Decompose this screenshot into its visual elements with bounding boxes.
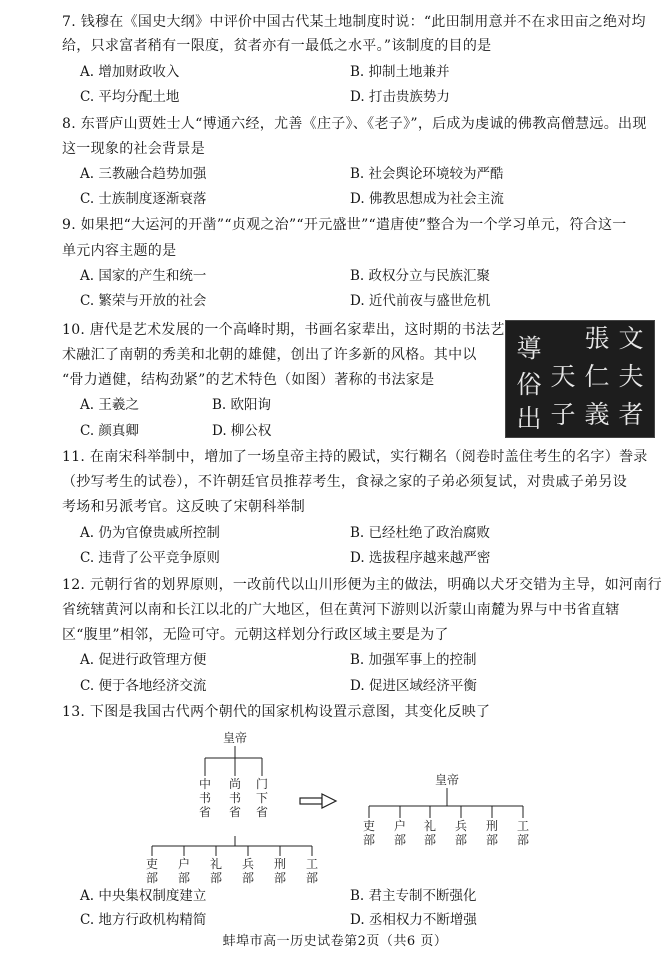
right-xingbu-label: 刑部 — [485, 819, 499, 847]
left-zhongshu-label: 中书省 — [198, 777, 212, 819]
q12-stem-line1: 12. 元朝行省的划界原则，一改前代以山川形便为主的做法，明确以犬牙交错为主导，如河南行 — [62, 577, 662, 593]
right-libu2-label: 礼部 — [423, 819, 437, 847]
calligraphy-image — [505, 320, 655, 438]
calligraphy-char: 張 — [584, 324, 610, 353]
q13-option-c[interactable]: C. 地方行政机构精简 — [80, 912, 207, 928]
q10-stem-line3: “骨力遒健，结构劲紧”的艺术特色（如图）著称的书法家是 — [62, 372, 435, 388]
q9-stem-line2: 单元内容主题的是 — [62, 243, 177, 259]
q8-stem-line1: 8. 东晋庐山贾姓士人“博通六经，尤善《庄子》、《老子》”，后成为虔诚的佛教高僧慧远。出现 — [62, 116, 647, 132]
q10-option-c[interactable]: C. 颜真卿 — [80, 423, 139, 439]
left-emperor-label: 皇帝 — [222, 731, 248, 745]
q10-stem-line2: 术融汇了南朝的秀美和北朝的雄健，创出了许多新的风格。其中以 — [62, 347, 477, 363]
q7-option-a[interactable]: A. 增加财政收入 — [80, 64, 180, 80]
q8-stem-line2: 这一现象的社会背景是 — [62, 141, 205, 157]
left-libu-label: 吏部 — [145, 857, 159, 885]
calligraphy-char: 義 — [584, 400, 610, 429]
calligraphy-char: 俗 — [516, 370, 542, 399]
calligraphy-char: 子 — [550, 400, 576, 429]
q12-option-d[interactable]: D. 促进区域经济平衡 — [350, 678, 477, 694]
page-footer: 蚌埠市高一历史试卷第2页（共6 页） — [222, 934, 448, 949]
q11-stem-line3: 考场和另派考官。这反映了宋朝科举制 — [62, 499, 306, 515]
q8-option-a[interactable]: A. 三教融合趋势加强 — [80, 166, 207, 182]
q11-option-b[interactable]: B. 已经杜绝了政治腐败 — [350, 525, 491, 541]
q13-option-a[interactable]: A. 中央集权制度建立 — [80, 888, 207, 904]
left-hubu-label: 户部 — [177, 857, 191, 885]
q10-option-a[interactable]: A. 王羲之 — [80, 397, 139, 413]
calligraphy-char: 者 — [618, 400, 644, 429]
q12-stem-line2: 省统辖黄河以南和长江以北的广大地区，但在黄河下游则以沂蒙山南麓为界与中书省直辖 — [62, 602, 620, 618]
left-menxia-label: 门下省 — [255, 777, 269, 819]
q11-option-c[interactable]: C. 违背了公平竞争原则 — [80, 550, 220, 566]
calligraphy-char: 導 — [516, 334, 542, 363]
q9-stem-line1: 9. 如果把“大运河的开凿”“贞观之治”“开元盛世”“遣唐使”整合为一个学习单元，符合这一 — [62, 217, 627, 233]
q10-option-d[interactable]: D. 柳公权 — [212, 423, 272, 439]
calligraphy-char: 出 — [516, 404, 542, 433]
q7-option-d[interactable]: D. 打击贵族势力 — [350, 89, 450, 105]
left-gongbu-label: 工部 — [305, 857, 319, 885]
q9-option-d[interactable]: D. 近代前夜与盛世危机 — [350, 293, 491, 309]
q11-option-a[interactable]: A. 仍为官僚贵戚所控制 — [80, 525, 220, 541]
q8-option-c[interactable]: C. 士族制度逐渐衰落 — [80, 191, 207, 207]
q11-stem-line1: 11. 在南宋科举制中，增加了一场皇帝主持的殿试，实行糊名（阅卷时盖住考生的名字）誊录 — [62, 449, 648, 465]
government-structure-diagram — [0, 726, 670, 896]
calligraphy-char: 夫 — [618, 362, 644, 391]
right-bingbu-label: 兵部 — [454, 819, 468, 847]
q7-stem-line2: 给，只求富者稍有一限度，贫者亦有一最低之水平。”该制度的目的是 — [62, 38, 492, 54]
left-bingbu-label: 兵部 — [241, 857, 255, 885]
q8-option-d[interactable]: D. 佛教思想成为社会主流 — [350, 191, 504, 207]
calligraphy-char: 仁 — [584, 362, 610, 391]
q13-option-b[interactable]: B. 君主专制不断强化 — [350, 888, 477, 904]
q8-option-b[interactable]: B. 社会舆论环境较为严酷 — [350, 166, 504, 182]
q9-option-c[interactable]: C. 繁荣与开放的社会 — [80, 293, 207, 309]
q9-option-a[interactable]: A. 国家的产生和统一 — [80, 268, 207, 284]
q13-stem-line1: 13. 下图是我国古代两个朝代的国家机构设置示意图，其变化反映了 — [62, 704, 491, 720]
right-gongbu-label: 工部 — [516, 819, 530, 847]
q11-stem-line2: （抄写考生的试卷），不许朝廷官员推荐考生，食禄之家的子弟必须复试，对贵戚子弟另设 — [62, 474, 627, 490]
q10-option-b[interactable]: B. 欧阳询 — [212, 397, 272, 413]
q12-stem-line3: 区“腹里”相邻，无险可守。元朝这样划分行政区域主要是为了 — [62, 627, 449, 643]
right-hubu-label: 户部 — [393, 819, 407, 847]
q12-option-a[interactable]: A. 促进行政管理方便 — [80, 652, 207, 668]
right-libu-label: 吏部 — [362, 819, 376, 847]
q12-option-c[interactable]: C. 便于各地经济交流 — [80, 678, 207, 694]
right-emperor-label: 皇帝 — [434, 773, 460, 787]
q7-option-c[interactable]: C. 平均分配土地 — [80, 89, 180, 105]
left-xingbu-label: 刑部 — [273, 857, 287, 885]
q11-option-d[interactable]: D. 选拔程序越来越严密 — [350, 550, 491, 566]
q12-option-b[interactable]: B. 加强军事上的控制 — [350, 652, 477, 668]
calligraphy-char: 天 — [550, 362, 576, 391]
calligraphy-char: 文 — [618, 324, 644, 353]
q7-stem-line1: 7. 钱穆在《国史大纲》中评价中国古代某土地制度时说：“此田制用意并不在求田亩之绝对均 — [62, 14, 646, 30]
left-shangshu-label: 尚书省 — [228, 777, 242, 819]
q9-option-b[interactable]: B. 政权分立与民族汇聚 — [350, 268, 491, 284]
q13-option-d[interactable]: D. 丞相权力不断增强 — [350, 912, 477, 928]
q7-option-b[interactable]: B. 抑制土地兼并 — [350, 64, 450, 80]
q10-stem-line1: 10. 唐代是艺术发展的一个高峰时期，书画名家辈出，这时期的书法艺 — [62, 322, 505, 338]
arrow-icon — [300, 794, 336, 808]
left-libu2-label: 礼部 — [209, 857, 223, 885]
